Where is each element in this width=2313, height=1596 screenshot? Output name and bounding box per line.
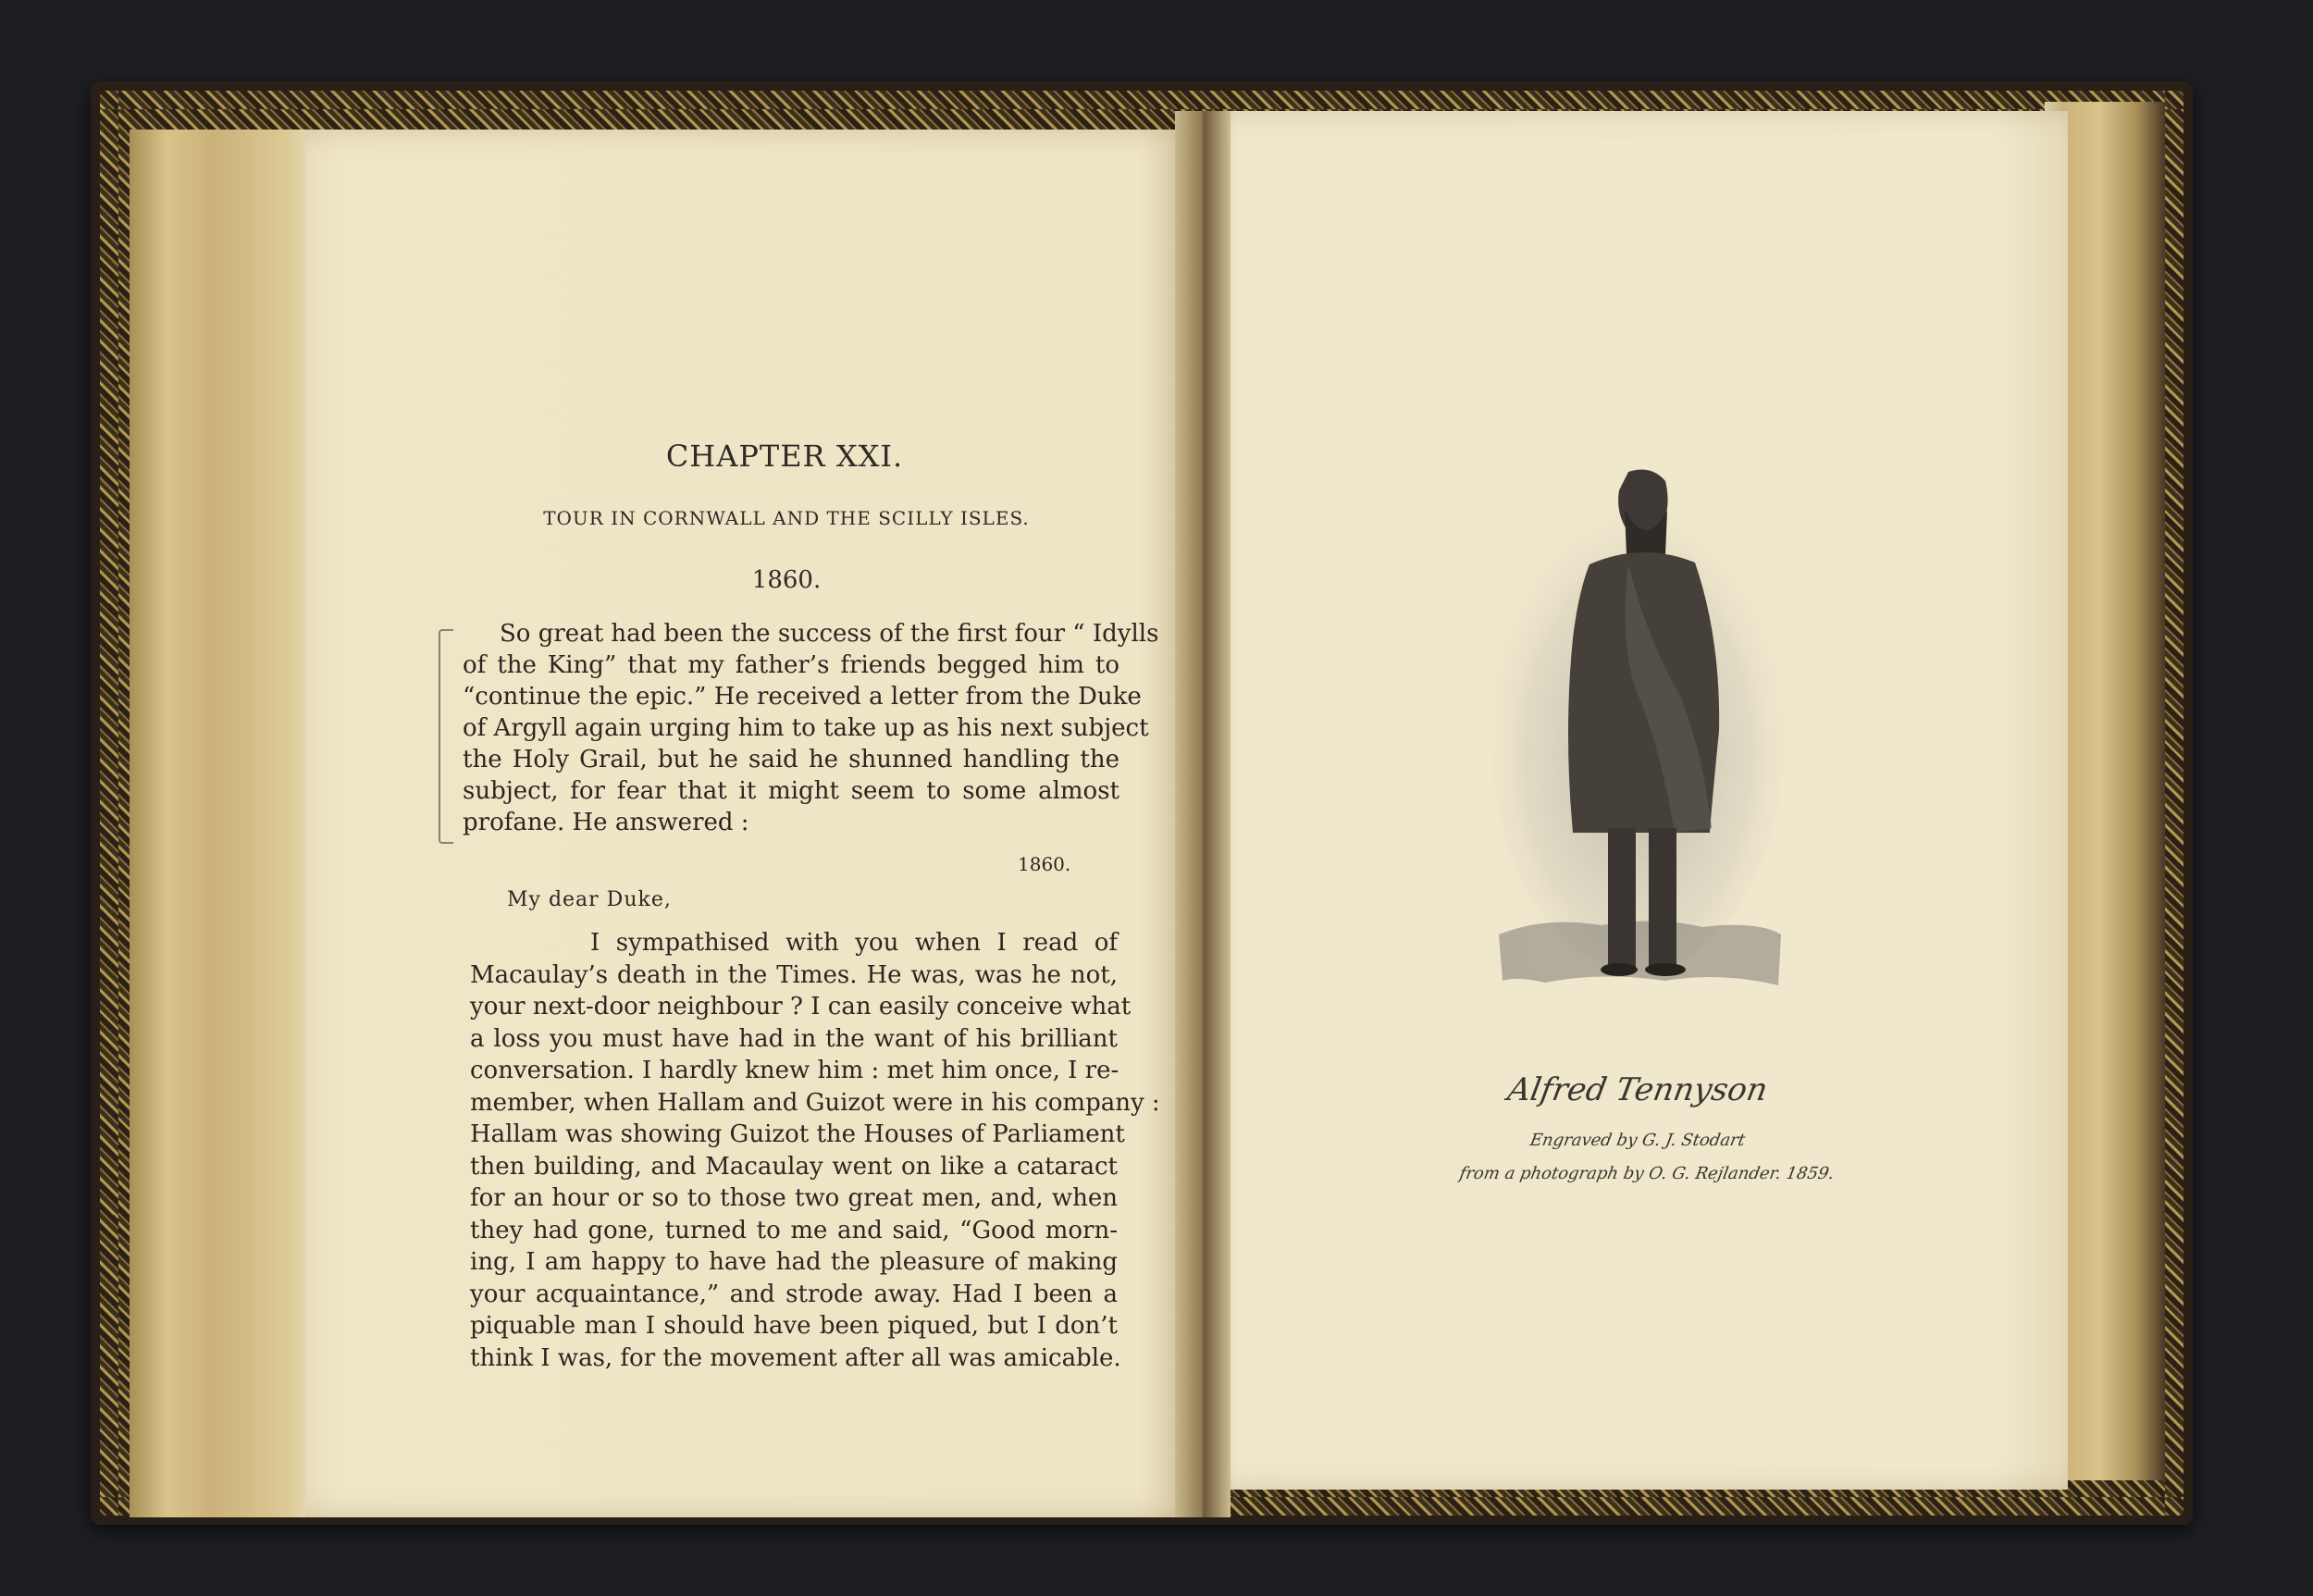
chapter-year: 1860. bbox=[751, 566, 822, 594]
letter-line: ing, I am happy to have had the pleasure of making bbox=[470, 1248, 1118, 1276]
letter-line: member, when Hallam and Guizot were in his company : bbox=[470, 1088, 1160, 1117]
letter-line: your acquaintance,” and strode away. Had I been a bbox=[470, 1280, 1118, 1308]
letter-line: for an hour or so to those two great men, and, when bbox=[470, 1184, 1118, 1212]
letter-line: a loss you must have had in the want of his brilliant bbox=[470, 1024, 1118, 1053]
portrait-engraver-credit: Engraved by G. J. Stodart bbox=[1528, 1131, 1747, 1150]
paragraph-line: profane. He answered : bbox=[463, 809, 749, 836]
letter-line: conversation. I hardly knew him : met him once, I re- bbox=[470, 1057, 1119, 1084]
opening-paragraph bbox=[463, 618, 1159, 838]
letter-line: I sympathised with you when I read of bbox=[590, 929, 1118, 957]
letter-line: your next-door neighbour ? I can easily conceive what bbox=[470, 993, 1132, 1021]
portrait-photo-credit: from a photograph by O. G. Rejlander. 1859. bbox=[1457, 1164, 1837, 1183]
chapter-subtitle: TOUR IN CORNWALL AND THE SCILLY ISLES. bbox=[543, 507, 1030, 529]
letter-line: piquable man I should have been piqued, but I don’t bbox=[470, 1312, 1118, 1340]
paragraph-line: of the King” that my father’s friends begged him to bbox=[463, 651, 1119, 679]
letter-dateline: 1860. bbox=[1018, 853, 1071, 875]
paragraph-line: subject, for fear that it might seem to some almost bbox=[463, 777, 1119, 805]
letter-body bbox=[470, 927, 1160, 1374]
portrait-engraving bbox=[1490, 453, 1786, 990]
paragraph-line: the Holy Grail, but he said he shunned handling the bbox=[463, 746, 1119, 773]
letter-line: then building, and Macaulay went on like a cataract bbox=[470, 1152, 1118, 1181]
chapter-title: CHAPTER XXI. bbox=[665, 439, 904, 474]
letter-line: Macaulay’s death in the Times. He was, was he not, bbox=[470, 960, 1118, 989]
pencil-bracket-mark bbox=[439, 629, 453, 844]
paragraph-line: “continue the epic.” He received a letter from the Duke bbox=[463, 683, 1142, 711]
letter-salutation: My dear Duke, bbox=[507, 888, 672, 911]
paragraph-line: So great had been the success of the first four “ Idylls bbox=[500, 620, 1159, 648]
portrait-caption-name: Alfred Tennyson bbox=[1504, 1071, 1771, 1108]
book-gutter bbox=[1175, 111, 1231, 1517]
letter-line: they had gone, turned to me and said, “Good morn- bbox=[470, 1216, 1118, 1244]
letter-line: Hallam was showing Guizot the Houses of Parliament bbox=[470, 1120, 1125, 1148]
paragraph-line: of Argyll again urging him to take up as his next subject bbox=[463, 714, 1149, 742]
letter-line: think I was, for the movement after all was amicable. bbox=[470, 1343, 1121, 1372]
